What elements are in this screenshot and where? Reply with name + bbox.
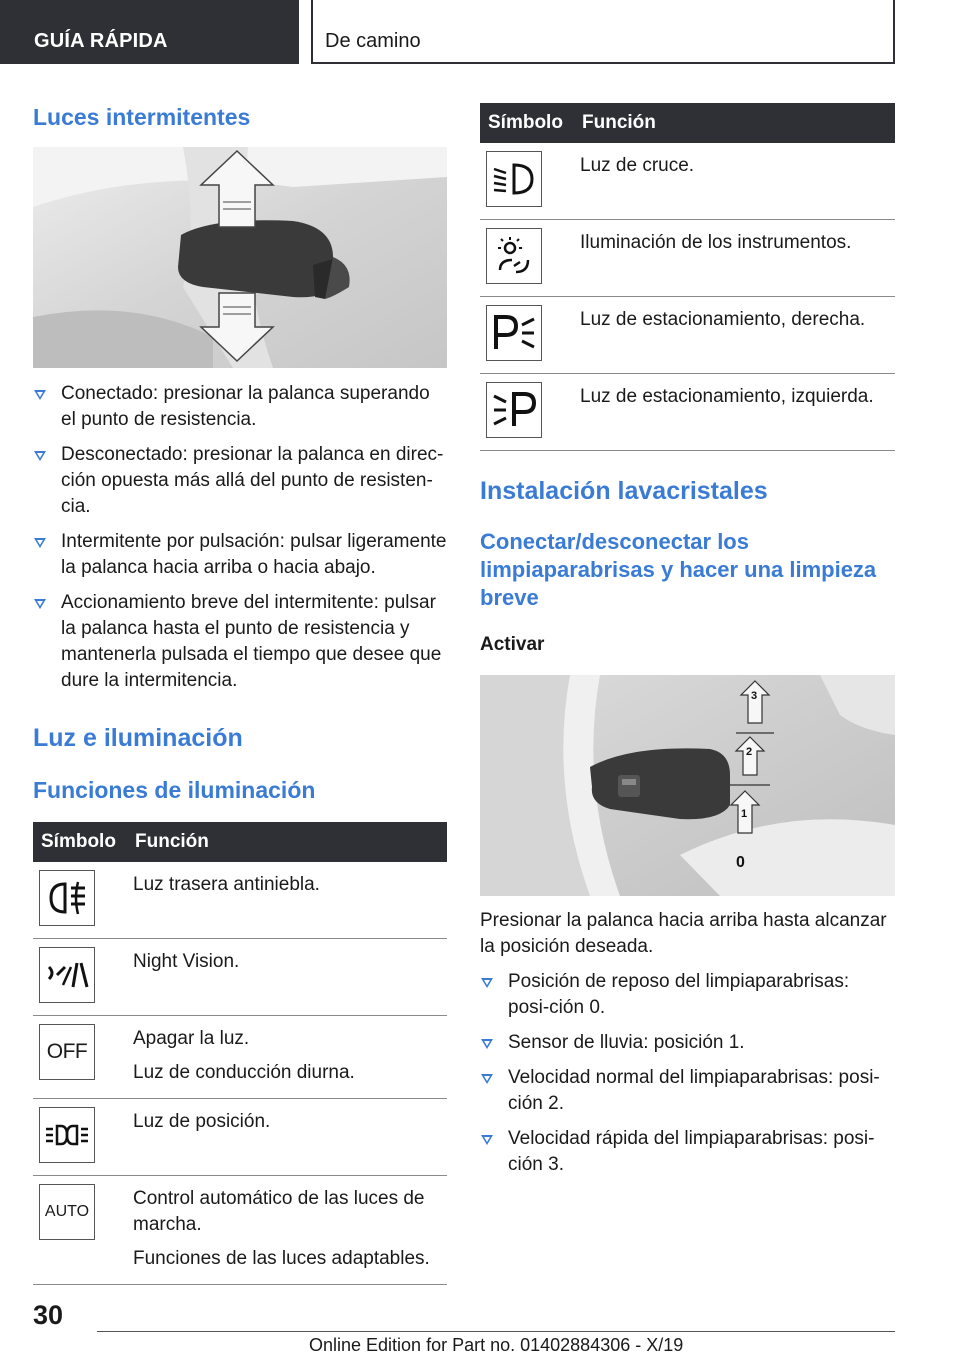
header-chapter-box [311,0,895,64]
bullet-triangle-icon [481,1039,493,1049]
table-row: Luz de posición. [33,1099,447,1176]
off-icon: OFF [39,1024,95,1080]
wiper-position-3-label: 3 [751,690,758,702]
table-row: Luz de estacionamiento, izquierda. [480,374,895,451]
table-row: AUTO Control automático de las luces de marcha. Funciones de las luces adaptables. [33,1176,447,1285]
table-row: Luz de cruce. [480,143,895,220]
parking-light-left-icon [486,382,542,438]
table-row: Luz trasera antiniebla. [33,862,447,939]
header-section-label: GUÍA RÁPIDA [34,30,168,52]
list-item: Posición de reposo del limpiaparabrisas: posi‐ción 0. [480,969,895,1021]
wiper-list [480,969,895,1178]
list-item: Velocidad rápida del limpiaparabrisas: posi‐ción 3. [480,1126,895,1178]
table-row: Iluminación de los instrumentos. [480,220,895,297]
low-beam-icon [486,151,542,207]
lighting-functions-table-cont [480,103,895,451]
wipers-heading: Conectar/desconectar los limpiaparabrisas y hacer una limpieza breve [480,529,877,610]
lighting-functions-heading: Funciones de iluminación [33,777,316,803]
activate-heading: Activar [480,634,545,655]
parking-light-right-icon [486,305,542,361]
table-row: Luz de estacionamiento, derecha. [480,297,895,374]
table-row: Night Vision. [33,939,447,1016]
washer-heading: Instalación lavacristales [480,477,768,505]
table-header-symbol: Símbolo [480,103,572,143]
footer-divider [97,1331,895,1332]
table-row: OFF Apagar la luz. Luz de conducción diurna. [33,1016,447,1099]
wiper-position-1-label: 1 [741,808,748,820]
list-item: Desconectado: presionar la palanca en direc‐ción opuesta más allá del punto de resisten‐cia. [33,442,447,520]
bullet-triangle-icon [481,978,493,988]
instrument-lighting-icon [486,228,542,284]
turn-signal-lever-image [33,147,447,368]
page-number: 30 [33,1300,64,1330]
wiper-lever-image [480,675,895,896]
wiper-intro-text: Presionar la palanca hacia arriba hasta alcanzar la posición deseada. [480,910,887,957]
night-vision-icon [39,947,95,1003]
bullet-triangle-icon [481,1135,493,1145]
list-item: Accionamiento breve del intermitente: pulsar la palanca hasta el punto de resistencia y mantenerla pulsada el tiempo que desee que dure la intermitencia. [33,590,447,694]
turn-signal-list [33,381,447,694]
table-header-symbol: Símbolo [33,822,125,862]
left-column [33,100,447,1285]
list-item: Conectado: presionar la palanca superando el punto de resistencia. [33,381,447,433]
table-header-function: Función [125,822,447,862]
bullet-triangle-icon [34,599,46,609]
header-chapter-label: De camino [325,30,421,52]
lighting-functions-table [33,822,447,1285]
bullet-triangle-icon [34,390,46,400]
position-light-icon [39,1107,95,1163]
auto-icon: AUTO [39,1184,95,1240]
rear-fog-light-icon [39,870,95,926]
bullet-triangle-icon [34,538,46,548]
footer-edition-text: Online Edition for Part no. 01402884306 - X/19 [309,1335,684,1355]
wiper-position-2-label: 2 [746,746,753,758]
wiper-position-0-label: 0 [736,854,745,871]
header-section-tab [0,0,299,64]
light-heading: Luz e iluminación [33,724,243,752]
bullet-triangle-icon [481,1074,493,1084]
list-item: Sensor de lluvia: posición 1. [480,1030,895,1056]
bullet-triangle-icon [34,451,46,461]
right-column [480,103,895,1187]
list-item: Intermitente por pulsación: pulsar ligeramente la palanca hacia arriba o hacia abajo. [33,529,447,581]
table-header-function: Función [572,103,895,143]
list-item: Velocidad normal del limpiaparabrisas: posi‐ción 2. [480,1065,895,1117]
turn-signals-heading: Luces intermitentes [33,104,251,130]
